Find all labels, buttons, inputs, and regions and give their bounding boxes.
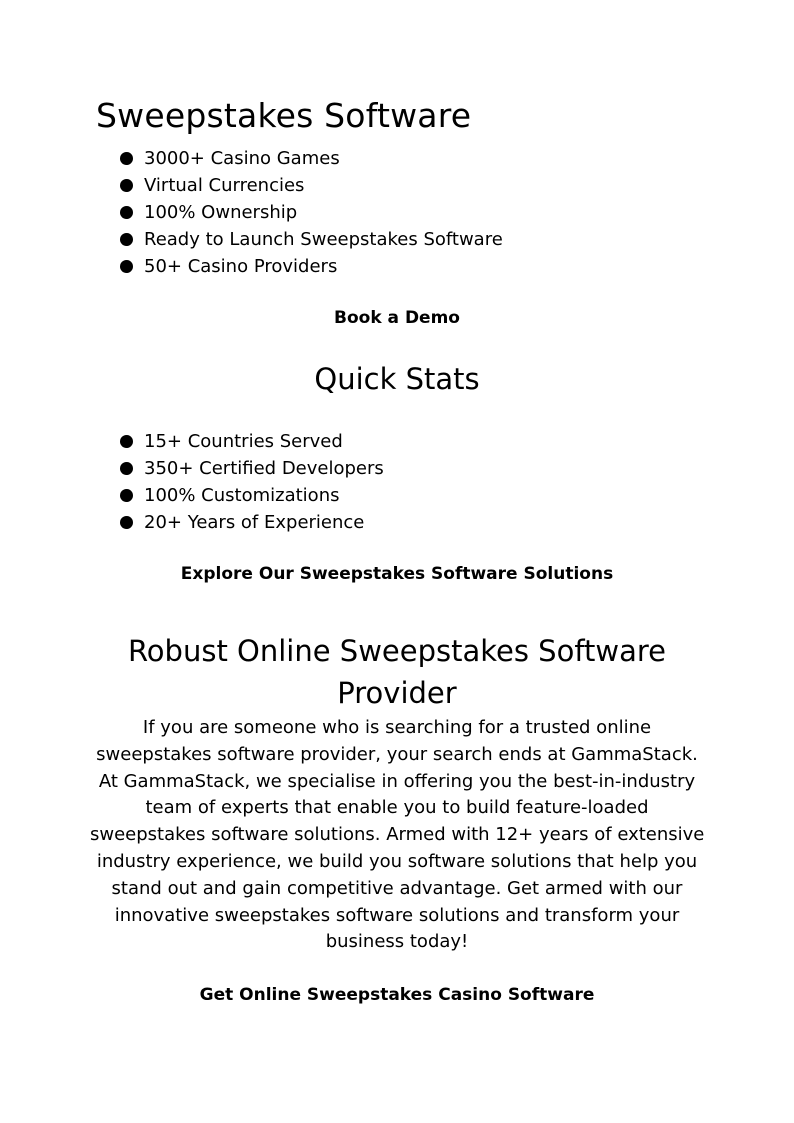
bullet-icon (120, 152, 133, 165)
list-item-text: 350+ Certified Developers (144, 458, 384, 479)
list-item-text: Ready to Launch Sweepstakes Software (144, 229, 503, 250)
list-item-text: 50+ Casino Providers (144, 256, 338, 277)
list-item (120, 482, 384, 509)
paragraph-line: innovative sweepstakes software solutions and transform your (114, 904, 680, 926)
list-item (120, 145, 503, 172)
get-casino-software-link[interactable]: Get Online Sweepstakes Casino Software (199, 985, 595, 1005)
list-item (120, 455, 384, 482)
list-item (120, 226, 503, 253)
bullet-icon (120, 435, 133, 448)
bullet-icon (120, 462, 133, 475)
provider-description (90, 715, 704, 956)
paragraph-line: sweepstakes software provider, your search ends at GammaStack. (96, 743, 698, 765)
list-item-text: 3000+ Casino Games (144, 148, 340, 169)
quick-stats-heading: Quick Stats (314, 362, 480, 396)
bullet-icon (120, 516, 133, 529)
list-item-text: Virtual Currencies (144, 175, 305, 196)
bullet-icon (120, 260, 133, 273)
list-item (120, 509, 384, 536)
stats-list (120, 428, 384, 536)
list-item (120, 199, 503, 226)
paragraph-line: If you are someone who is searching for a trusted online (142, 717, 652, 738)
page-title: Sweepstakes Software (96, 96, 472, 135)
paragraph-line: stand out and gain competitive advantage. Get armed with our (111, 877, 683, 899)
provider-heading (97, 630, 697, 714)
bullet-icon (120, 206, 133, 219)
bullet-icon (120, 233, 133, 246)
list-item-text: 15+ Countries Served (144, 431, 343, 452)
list-item (120, 172, 503, 199)
list-item-text: 100% Customizations (144, 485, 340, 506)
provider-heading-line: Provider (337, 676, 457, 710)
list-item-text: 20+ Years of Experience (144, 512, 365, 533)
list-item (120, 253, 503, 280)
bullet-icon (120, 179, 133, 192)
list-item (120, 428, 384, 455)
paragraph-line: business today! (325, 931, 469, 953)
paragraph-line: At GammaStack, we specialise in offering you the best-in-industry (98, 770, 696, 792)
paragraph-line: sweepstakes software solutions. Armed with 12+ years of extensive (90, 824, 705, 846)
list-item-text: 100% Ownership (144, 202, 298, 223)
paragraph-line: industry experience, we build you software solutions that help you (96, 850, 698, 872)
explore-solutions-link[interactable]: Explore Our Sweepstakes Software Solutions (180, 564, 614, 584)
paragraph-line: team of experts that enable you to build feature-loaded (145, 797, 649, 819)
book-demo-link[interactable]: Book a Demo (334, 308, 460, 328)
provider-heading-line: Robust Online Sweepstakes Software (127, 634, 667, 668)
feature-list (120, 145, 503, 280)
bullet-icon (120, 489, 133, 502)
